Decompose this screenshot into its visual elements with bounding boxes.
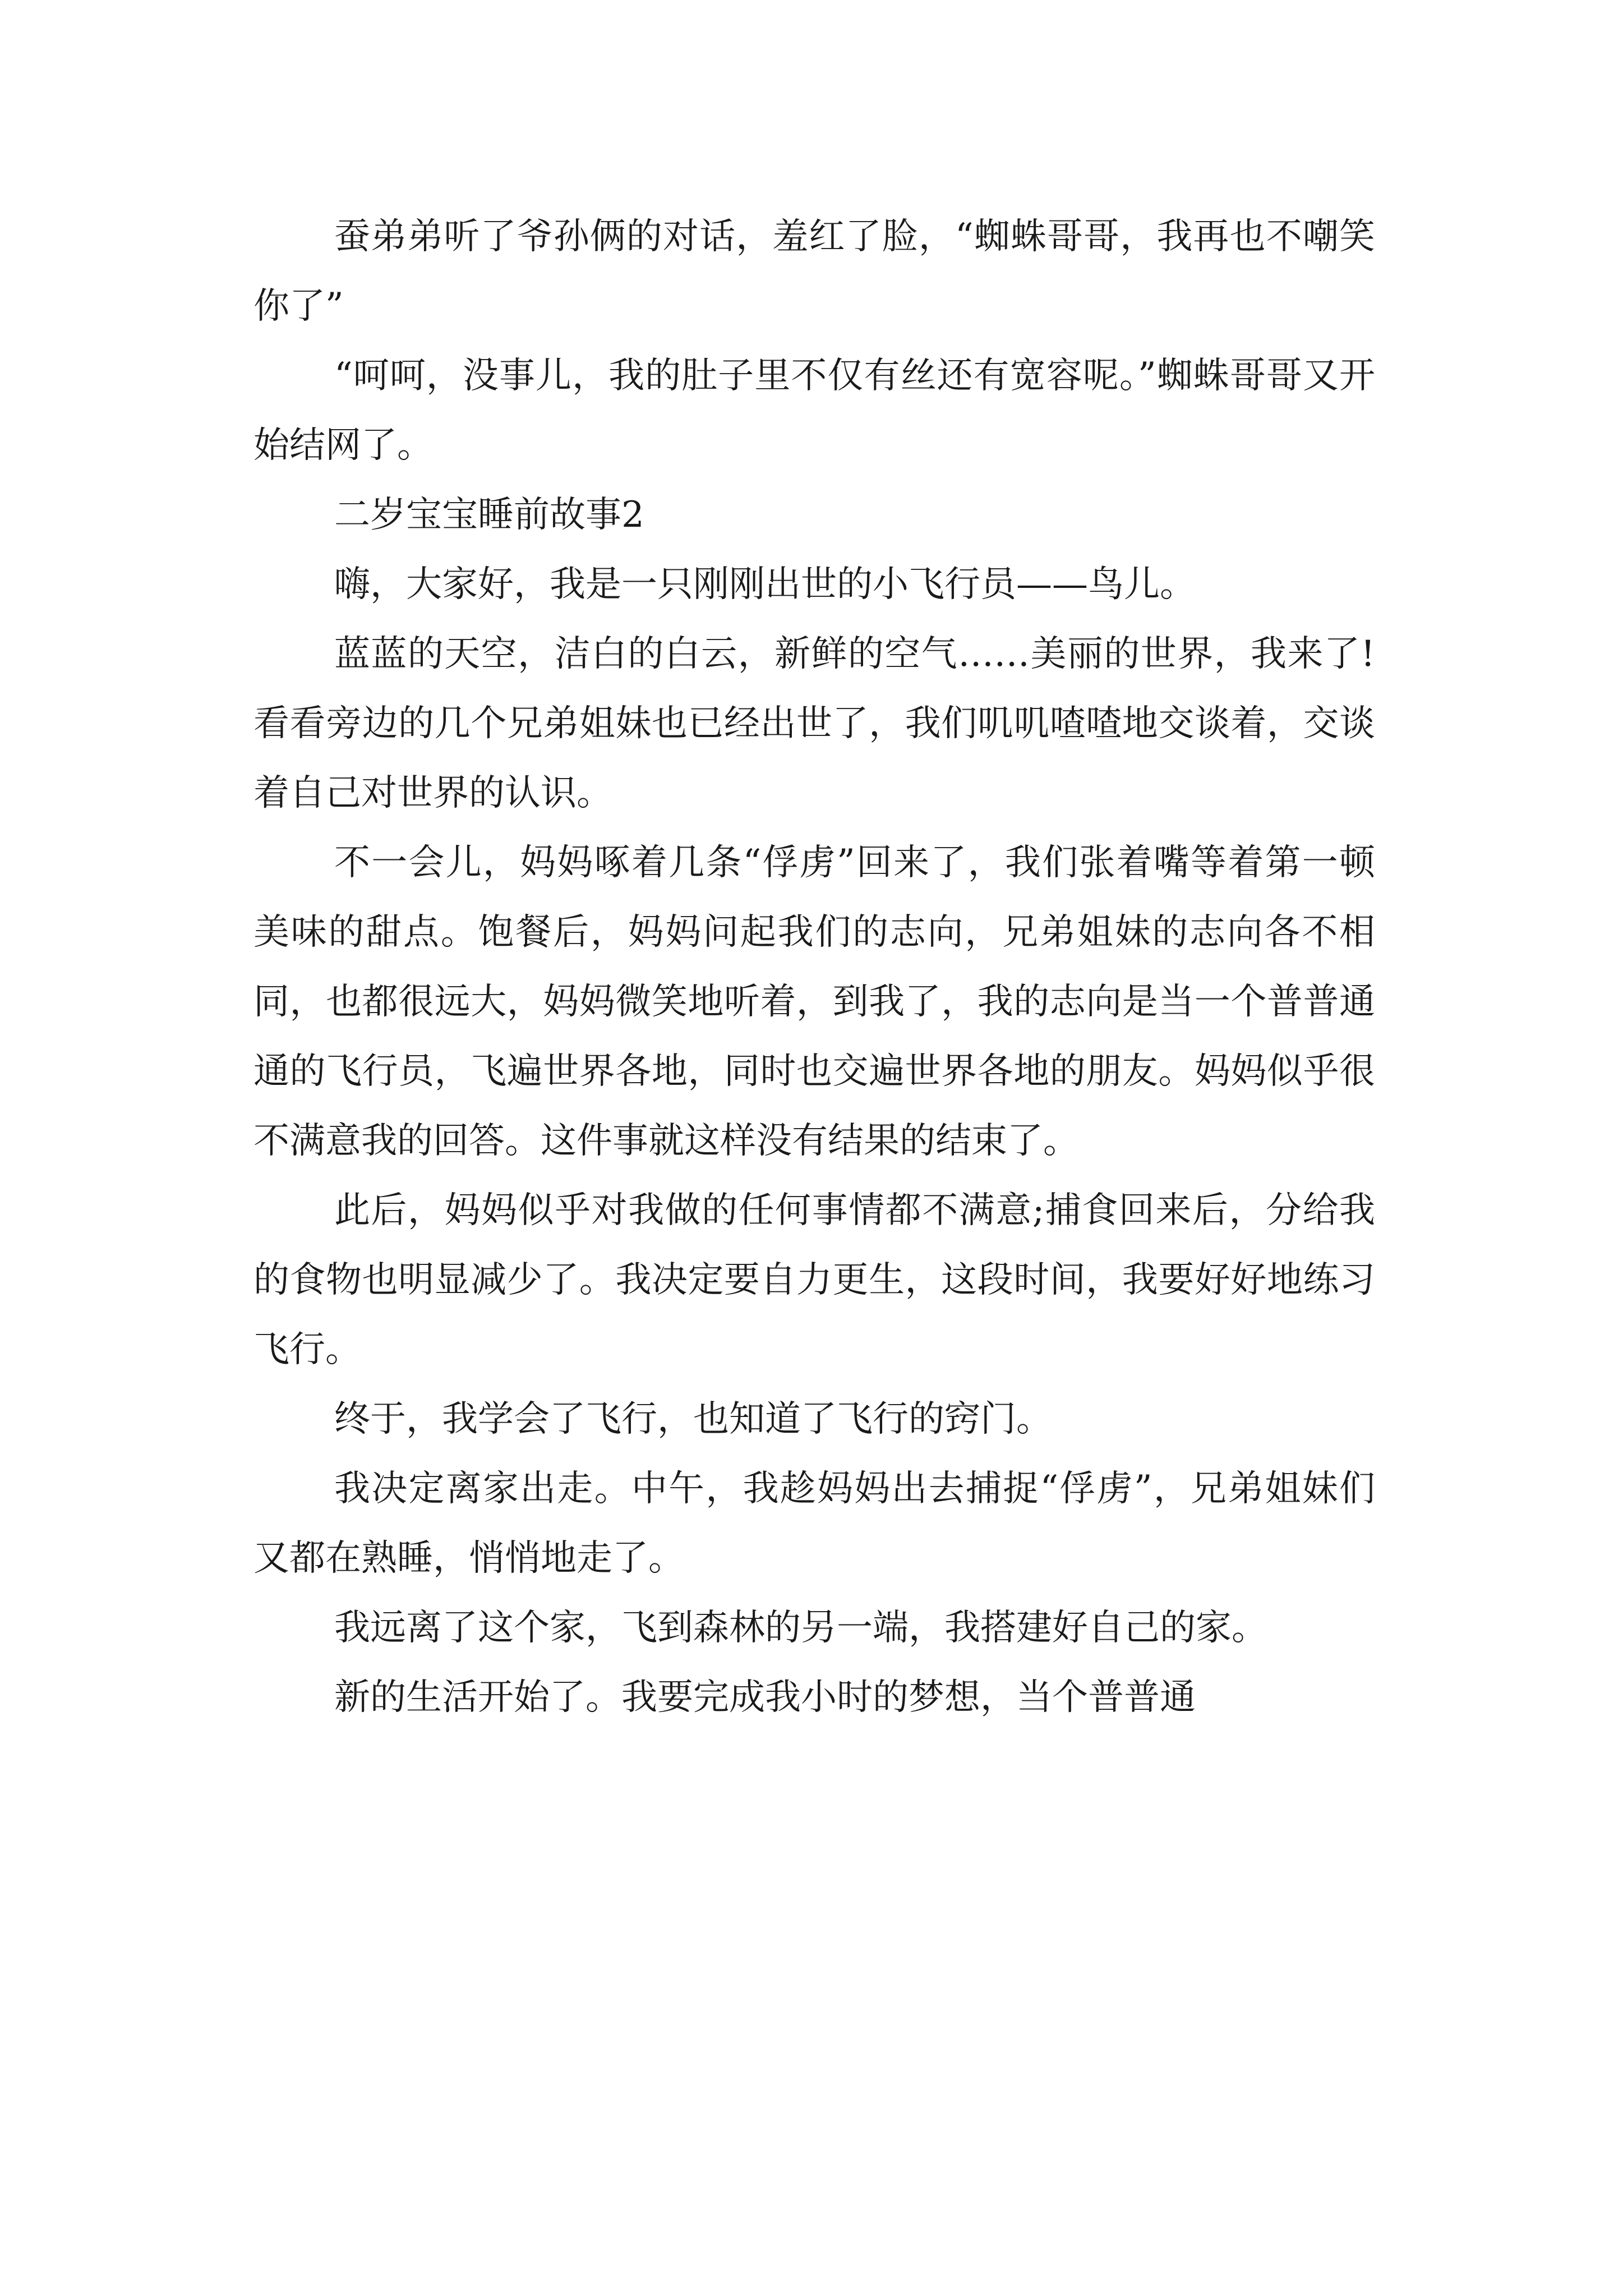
paragraph-5: 不一会儿，妈妈啄着几条“俘虏”回来了，我们张着嘴等着第一顿美味的甜点。饱餐后，妈妈问起我们的志向，兄弟姐妹的志向各不相同，也都很远大，妈妈微笑地听着，到我了，我的志向是当一个普普通通的飞行员，飞遍世界各地，同时也交遍世界各地的朋友。妈妈似乎很不满意我的回答。这件事就这样没有结果的结束了。 [253,842,1375,1162]
section-heading: 二岁宝宝睡前故事2 [334,494,644,536]
paragraph-8: 我决定离家出走。中午，我趁妈妈出去捕捉“俘虏”，兄弟姐妹们又都在熟睡，悄悄地走了。 [253,1468,1375,1579]
paragraph-7: 终于，我学会了飞行，也知道了飞行的窍门。 [334,1398,1052,1440]
paragraph-10: 新的生活开始了。我要完成我小时的梦想，当个普普通 [334,1677,1196,1718]
paragraph-9: 我远离了这个家，飞到森林的另一端，我搭建好自己的家。 [334,1607,1267,1649]
paragraph-4: 蓝蓝的天空，洁白的白云，新鲜的空气……美丽的世界，我来了!看看旁边的几个兄弟姐妹也已经出世了，我们叽叽喳喳地交谈着，交谈着自己对世界的认识。 [253,633,1375,814]
document-body [253,202,1375,1732]
paragraph-1: 蚕弟弟听了爷孙俩的对话，羞红了脸，“蜘蛛哥哥，我再也不嘲笑你了” [253,216,1375,327]
paragraph-3: 嗨，大家好，我是一只刚刚出世的小飞行员——鸟儿。 [334,564,1196,605]
paragraph-6: 此后，妈妈似乎对我做的任何事情都不满意;捕食回来后，分给我的食物也明显减少了。我决定要自力更生，这段时间，我要好好地练习飞行。 [253,1190,1375,1370]
paragraph-2: “呵呵，没事儿，我的肚子里不仅有丝还有宽容呢。”蜘蛛哥哥又开始结网了。 [253,355,1375,466]
